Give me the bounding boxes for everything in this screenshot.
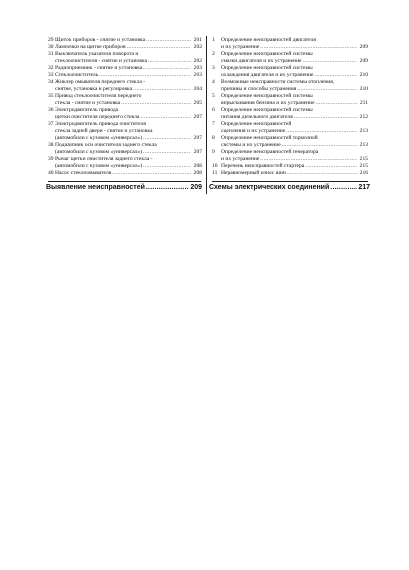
entry-number: 9 [212, 149, 215, 155]
entry-body [55, 121, 202, 142]
toc-entry[interactable] [48, 51, 202, 65]
toc-entry[interactable] [48, 37, 202, 44]
entry-line [55, 149, 202, 156]
section-rule-right [212, 181, 368, 182]
toc-entry[interactable] [48, 121, 202, 142]
entry-line [221, 72, 368, 79]
entry-line [221, 149, 368, 156]
entry-title: стекла - снятие и установка [55, 100, 121, 106]
entry-number: 40 [48, 170, 54, 176]
entry-title: и их устранение [221, 156, 260, 162]
entry-line [55, 65, 202, 72]
entry-line [221, 86, 368, 93]
entry-title: Радиоприемник - снятие и установка [55, 65, 143, 71]
entry-number: 3 [212, 65, 215, 71]
entry-page-number: 215 [359, 156, 368, 162]
entry-title: Определение неисправностей генератора [221, 149, 319, 155]
toc-entry[interactable] [48, 72, 202, 79]
entry-line [55, 121, 202, 128]
entry-line [221, 37, 368, 44]
entry-body [221, 149, 368, 163]
entry-title: Определение неисправностей системы [221, 51, 313, 57]
entry-page-number: 207 [193, 114, 202, 120]
entry-title: Привод стеклоочистителя переднего [55, 93, 142, 99]
entry-body [221, 37, 368, 51]
entry-line [221, 79, 368, 86]
entry-title: Выключатель указателя поворота и [55, 51, 139, 57]
toc-entry[interactable] [212, 149, 368, 163]
entry-line [221, 121, 368, 128]
entry-body [221, 107, 368, 121]
entry-page-number: 215 [359, 163, 368, 169]
entry-title: охлаждения двигателя и их устранение [221, 72, 314, 78]
entry-line [55, 37, 202, 44]
dot-leader [143, 135, 191, 142]
entry-page-number: 209 [359, 44, 368, 50]
entry-body [55, 44, 202, 51]
entry-page-number: 202 [193, 44, 202, 50]
entry-body [55, 65, 202, 72]
dot-leader [297, 86, 357, 93]
entry-body [221, 135, 368, 149]
dot-leader [143, 163, 191, 170]
toc-entry[interactable] [212, 135, 368, 149]
entry-number: 38 [48, 142, 54, 148]
entry-page-number: 212 [359, 114, 368, 120]
dot-leader [146, 37, 191, 44]
entry-title: и их устранение [221, 44, 260, 50]
entry-number: 34 [48, 79, 54, 85]
entry-line [55, 135, 202, 142]
entry-page-number: 213 [359, 128, 368, 134]
entry-line [55, 58, 202, 65]
entry-title: Жиклер омывателя переднего стекла - [55, 79, 146, 85]
toc-entry[interactable] [48, 170, 202, 177]
entry-title: Стеклоочиститель [55, 72, 99, 78]
entry-body [221, 163, 368, 170]
entry-page-number: 207 [193, 149, 202, 155]
entry-body [221, 65, 368, 79]
toc-entry[interactable] [212, 170, 368, 177]
entry-number: 36 [48, 107, 54, 113]
column-divider [206, 36, 207, 194]
entry-title: Возможные неисправности системы отопления, [221, 79, 335, 85]
entry-line [55, 93, 202, 100]
entry-title: Определение неисправностей системы [221, 93, 313, 99]
entry-line [55, 156, 202, 163]
entry-line [221, 107, 368, 114]
entry-body [55, 79, 202, 93]
entry-number: 37 [48, 121, 54, 127]
entry-page-number: 205 [193, 100, 202, 106]
entry-body [55, 107, 202, 121]
dot-leader [260, 44, 357, 51]
toc-entry[interactable] [48, 142, 202, 156]
entry-page-number: 213 [359, 142, 368, 148]
entry-line [55, 51, 202, 58]
toc-entry[interactable] [212, 107, 368, 121]
entry-number: 8 [212, 135, 215, 141]
entry-number: 2 [212, 51, 215, 57]
entry-title: (автомобили с кузовом «универсал») [55, 135, 143, 141]
entry-line [55, 86, 202, 93]
dot-leader [146, 184, 189, 191]
toc-entry[interactable] [48, 44, 202, 51]
entry-line [55, 163, 202, 170]
entry-page-number: 216 [359, 170, 368, 176]
entry-title: сцепления и их устранение [221, 128, 286, 134]
dot-leader [303, 58, 357, 65]
entry-body [55, 142, 202, 156]
entry-line [55, 107, 202, 114]
dot-leader [133, 86, 191, 93]
toc-entry[interactable] [212, 65, 368, 79]
entry-number: 10 [212, 163, 218, 169]
dot-leader [282, 142, 357, 149]
entry-line [221, 93, 368, 100]
entry-line [55, 128, 202, 135]
section-title: Схемы электрических соединений [209, 184, 330, 191]
dot-leader [141, 114, 191, 121]
dot-leader [143, 149, 191, 156]
dot-leader [143, 65, 191, 72]
toc-right-column [212, 37, 368, 177]
entry-title: Определение неисправностей [221, 121, 292, 127]
entry-line [55, 100, 202, 107]
entry-page-number: 202 [193, 58, 202, 64]
entry-line [221, 135, 368, 142]
entry-page-number: 209 [359, 58, 368, 64]
entry-number: 1 [212, 37, 215, 43]
entry-page-number: 203 [193, 72, 202, 78]
entry-number: 30 [48, 44, 54, 50]
entry-title: Определение неисправностей тормозной [221, 135, 318, 141]
entry-number: 5 [212, 93, 215, 99]
entry-title: Подшипник оси очистителя заднего стекла [55, 142, 157, 148]
entry-number: 39 [48, 156, 54, 162]
entry-line [55, 170, 202, 177]
entry-title: (автомобили с кузовом «универсал») [55, 149, 143, 155]
entry-page-number: 203 [193, 65, 202, 71]
entry-number: 29 [48, 37, 54, 43]
entry-page-number: 210 [359, 86, 368, 92]
dot-leader [305, 163, 357, 170]
entry-title: щетки очистителя переднего стекла [55, 114, 140, 120]
entry-number: 4 [212, 79, 215, 85]
entry-number: 33 [48, 72, 54, 78]
dot-leader [330, 184, 357, 191]
dot-leader [127, 44, 191, 51]
entry-body [55, 93, 202, 107]
section-title: Выявление неисправностей [46, 184, 145, 191]
entry-title: Электродвигатель привода очистителя [55, 121, 146, 127]
entry-line [221, 156, 368, 163]
entry-body [55, 170, 202, 177]
toc-entry[interactable] [212, 51, 368, 65]
entry-title: Определение неисправностей системы [221, 107, 313, 113]
entry-line [221, 142, 368, 149]
dot-leader [112, 170, 191, 177]
entry-title: стеклоочистителя - снятие и установка [55, 58, 147, 64]
entry-line [221, 51, 368, 58]
toc-entry[interactable] [212, 79, 368, 93]
dot-leader [148, 58, 191, 65]
dot-leader [315, 72, 357, 79]
entry-body [221, 121, 368, 135]
entry-body [221, 51, 368, 65]
entry-line [55, 72, 202, 79]
entry-line [221, 114, 368, 121]
dot-leader [121, 100, 191, 107]
dot-leader [316, 100, 357, 107]
section-page-number: 217 [358, 184, 370, 191]
toc-entry[interactable] [212, 163, 368, 170]
entry-title: Электродвигатель привода [55, 107, 119, 113]
entry-title: Неравномерный износ шин [221, 170, 286, 176]
entry-title: питания дизельного двигателя [221, 114, 293, 120]
entry-title: причины и способы устранения [221, 86, 297, 92]
entry-number: 31 [48, 51, 54, 57]
toc-entry[interactable] [212, 37, 368, 51]
entry-title: стекла задней двери - снятие и установка [55, 128, 153, 134]
toc-entry[interactable] [48, 107, 202, 121]
entry-line [55, 79, 202, 86]
entry-title: Перечень неисправностей стартера [221, 163, 305, 169]
entry-number: 32 [48, 65, 54, 71]
entry-line [55, 44, 202, 51]
section-heading-left[interactable] [46, 184, 202, 191]
entry-page-number: 210 [359, 72, 368, 78]
entry-number: 7 [212, 121, 215, 127]
entry-title: Определение неисправностей системы [221, 65, 313, 71]
entry-line [221, 44, 368, 51]
toc-entry[interactable] [48, 65, 202, 72]
entry-title: смазки двигателя и их устранение [221, 58, 302, 64]
dot-leader [294, 114, 357, 121]
entry-body [221, 79, 368, 93]
entry-page-number: 201 [193, 37, 202, 43]
entry-title: Рычаг щетки очистителя заднего стекла - [55, 156, 153, 162]
entry-body [55, 51, 202, 65]
dot-leader [99, 72, 191, 79]
entry-line [221, 170, 368, 177]
entry-line [221, 65, 368, 72]
section-heading-right[interactable] [209, 184, 370, 191]
entry-title: (автомобили с кузовом «универсал») [55, 163, 143, 169]
entry-line [221, 58, 368, 65]
entry-page-number: 204 [193, 86, 202, 92]
entry-title: снятие, установка и регулировка [55, 86, 133, 92]
entry-line [221, 100, 368, 107]
toc-entry[interactable] [48, 156, 202, 170]
entry-title: Определение неисправностей двигателя [221, 37, 316, 43]
entry-number: 6 [212, 107, 215, 113]
dot-leader [287, 170, 357, 177]
entry-body [55, 72, 202, 79]
entry-page-number: 211 [359, 100, 368, 106]
entry-body [221, 170, 368, 177]
toc-entry[interactable] [48, 79, 202, 93]
section-rule-left [48, 181, 201, 182]
entry-line [55, 142, 202, 149]
toc-left-column [48, 37, 202, 177]
dot-leader [286, 128, 357, 135]
toc-entry[interactable] [212, 121, 368, 135]
toc-entry[interactable] [212, 93, 368, 107]
entry-body [55, 156, 202, 170]
entry-title: впрыскивания бензина и их устранение [221, 100, 315, 106]
toc-entry[interactable] [48, 93, 202, 107]
section-page-number: 209 [190, 184, 202, 191]
entry-page-number: 208 [193, 163, 202, 169]
entry-body [221, 93, 368, 107]
entry-title: Насос стеклоомывателя [55, 170, 112, 176]
entry-line [221, 163, 368, 170]
entry-body [55, 37, 202, 44]
entry-title: системы и их устранение [221, 142, 281, 148]
entry-line [221, 128, 368, 135]
entry-line [55, 114, 202, 121]
entry-number: 35 [48, 93, 54, 99]
entry-title: Щиток приборов - снятие и установка [55, 37, 146, 43]
entry-number: 11 [212, 170, 218, 176]
entry-title: Лампочки на щитке приборов [55, 44, 126, 50]
dot-leader [260, 156, 357, 163]
entry-page-number: 207 [193, 135, 202, 141]
entry-page-number: 208 [193, 170, 202, 176]
